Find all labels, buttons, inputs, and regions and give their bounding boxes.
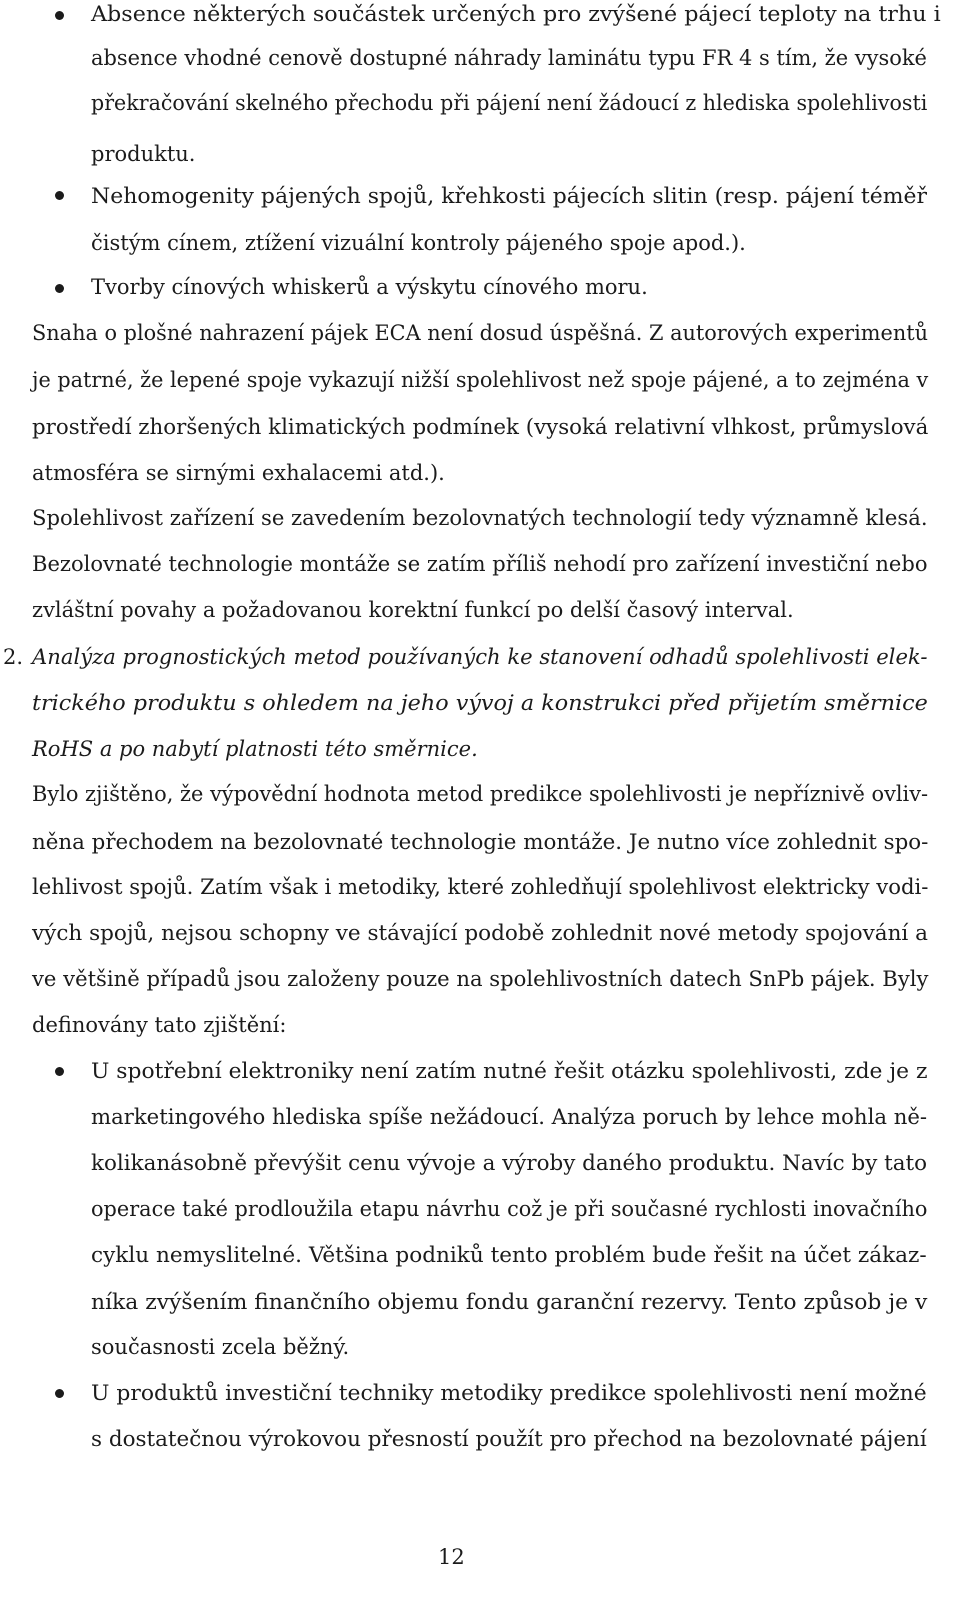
item-heading-line: Analýza prognostických metod používaných ke stanovení odhadů spolehlivosti elek- (32, 645, 928, 669)
bullet-line: cyklu nemyslitelné. Většina podniků tento problém bude řešit na účet zákaz- (91, 1243, 927, 1267)
paragraph-line: prostředí zhoršených klimatických podmínek (vysoká relativní vlhkost, průmyslová (32, 415, 929, 439)
paragraph-line: Bezolovnaté technologie montáže se zatím příliš nehodí pro zařízení investiční nebo (32, 552, 928, 576)
paragraph-line: je patrné, že lepené spoje vykazují nižší spolehlivost než spoje pájené, a to zejména v (32, 368, 929, 392)
bullet-line: současnosti zcela běžný. (91, 1335, 350, 1359)
bullet-marker (55, 1389, 64, 1398)
item-heading-line: RoHS a po nabytí platnosti této směrnice. (32, 737, 478, 761)
bullet-line: čistým cínem, ztížení vizuální kontroly pájeného spoje apod.). (91, 231, 746, 255)
bullet-marker (55, 1067, 64, 1076)
bullet-line: produktu. (91, 142, 196, 166)
bullet-marker (55, 191, 64, 200)
item-heading-line: trického produktu s ohledem na jeho vývoj a konstrukci před přijetím směrnice (32, 691, 928, 715)
bullet-line: Absence některých součástek určených pro zvýšené pájecí teploty na trhu i (91, 2, 941, 26)
bullet-line: s dostatečnou výrokovou přesností použít pro přechod na bezolovnaté pájení (91, 1427, 927, 1451)
paragraph-line: Snaha o plošné nahrazení pájek ECA není dosud úspěšná. Z autorových experimentů (32, 321, 929, 345)
bullet-line: marketingového hlediska spíše nežádoucí. Analýza poruch by lehce mohla ně- (91, 1105, 928, 1129)
bullet-line: absence vhodné cenově dostupné náhrady laminátu typu FR 4 s tím, že vysoké (91, 46, 927, 70)
paragraph-line: lehlivost spojů. Zatím však i metodiky, které zohledňují spolehlivost elektricky vodi- (32, 875, 929, 899)
paragraph-line: zvláštní povahy a požadovanou korektní funkcí po delší časový interval. (32, 598, 794, 622)
page-number: 12 (438, 1545, 465, 1569)
bullet-marker (55, 284, 64, 293)
paragraph-line: vých spojů, nejsou schopny ve stávající podobě zohlednit nové metody spojování a (32, 921, 929, 945)
bullet-line: operace také prodloužila etapu návrhu což je při současné rychlosti inovačního (91, 1197, 928, 1221)
paragraph-line: ve většině případů jsou založeny pouze na spolehlivostních datech SnPb pájek. Byly (32, 967, 929, 991)
bullet-line: Nehomogenity pájených spojů, křehkosti pájecích slitin (resp. pájení téměř (91, 184, 928, 208)
bullet-marker (55, 11, 64, 20)
paragraph-line: definovány tato zjištění: (32, 1013, 287, 1037)
bullet-line: U spotřební elektroniky není zatím nutné řešit otázku spolehlivosti, zde je z (91, 1059, 928, 1083)
bullet-line: U produktů investiční techniky metodiky predikce spolehlivosti není možné (91, 1381, 927, 1405)
paragraph-line: něna přechodem na bezolovnaté technologie montáže. Je nutno více zohlednit spo- (32, 830, 929, 854)
paragraph-line: Spolehlivost zařízení se zavedením bezolovnatých technologií tedy významně klesá. (32, 506, 928, 530)
bullet-line: překračování skelného přechodu při pájení není žádoucí z hlediska spolehlivosti (91, 91, 928, 115)
bullet-line: kolikanásobně převýšit cenu vývoje a výroby daného produktu. Navíc by tato (91, 1151, 928, 1175)
paragraph-line: atmosféra se sirnými exhalacemi atd.). (32, 461, 445, 485)
list-number: 2. (3, 645, 24, 669)
bullet-line: Tvorby cínových whiskerů a výskytu cínového moru. (91, 275, 648, 299)
paragraph-line: Bylo zjištěno, že výpovědní hodnota metod predikce spolehlivosti je nepříznivě ovliv- (32, 782, 929, 806)
bullet-line: níka zvýšením finančního objemu fondu garanční rezervy. Tento způsob je v (91, 1290, 928, 1314)
